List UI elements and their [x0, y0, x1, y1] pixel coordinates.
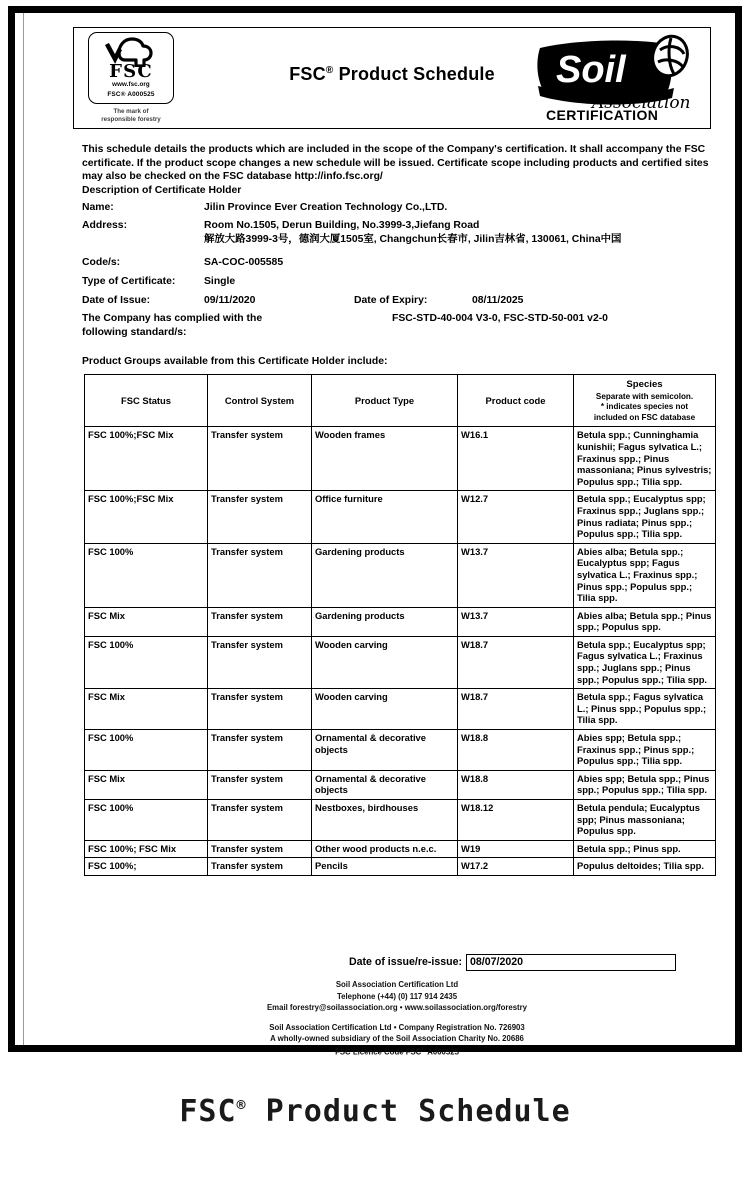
footer-contact-block	[82, 979, 712, 1014]
column-header-fsc-status: FSC Status	[85, 375, 208, 427]
table-row	[85, 636, 716, 688]
cell-fsc-status: FSC Mix	[85, 607, 208, 636]
bottom-caption-registered-mark: ®	[236, 1096, 247, 1114]
cell-product-code: W17.2	[458, 858, 574, 876]
certificate-codes-value: SA-COC-005585	[204, 257, 284, 268]
footer-legal-block	[82, 1022, 712, 1058]
footer-line-4: Soil Association Certification Ltd • Company Registration No. 726903	[269, 1022, 525, 1032]
holder-address-label: Address:	[82, 220, 128, 231]
table-row	[85, 427, 716, 491]
cell-product-type: Pencils	[312, 858, 458, 876]
certificate-page	[23, 13, 735, 1057]
cell-species: Betula spp.; Cunninghamia kunishii; Fagus sylvatica L.; Fraxinus spp.; Pinus massoniana; Pinus sylvestris; Populus spp.; Tilia spp.	[574, 427, 716, 491]
cell-species: Abies alba; Betula spp.; Pinus spp.; Populus spp.	[574, 607, 716, 636]
cell-fsc-status: FSC 100%	[85, 730, 208, 771]
footer-line-3: Email forestry@soilassociation.org • www.soilassociation.org/forestry	[266, 1003, 528, 1013]
bottom-caption-pre: FSC	[179, 1094, 237, 1129]
table-row	[85, 800, 716, 841]
cell-fsc-status: FSC 100%;FSC Mix	[85, 427, 208, 491]
svg-text:CERTIFICATION: CERTIFICATION	[546, 107, 659, 123]
footer-line-5: A wholly-owned subsidiary of the Soil Association Charity No. 20686	[270, 1034, 524, 1044]
cell-product-code: W19	[458, 840, 574, 858]
holder-address-line2	[204, 233, 621, 247]
cell-control-system: Transfer system	[208, 543, 312, 607]
table-row	[85, 858, 716, 876]
product-groups-heading: Product Groups available from this Certificate Holder include:	[82, 356, 388, 367]
cell-control-system: Transfer system	[208, 607, 312, 636]
table-row	[85, 543, 716, 607]
cell-product-code: W18.8	[458, 770, 574, 799]
holder-address-line1: Room No.1505, Derun Building, No.3999-3,Jiefang Road	[204, 220, 480, 231]
date-of-expiry-label: Date of Expiry:	[354, 295, 428, 306]
fsc-logo-word: FSC	[109, 61, 153, 82]
cell-product-code: W18.7	[458, 689, 574, 730]
cell-product-type: Wooden carving	[312, 689, 458, 730]
species-sub-line2: * indicates species not	[600, 402, 689, 412]
date-of-issue-reissue-row	[349, 954, 676, 971]
cell-fsc-status: FSC 100%	[85, 543, 208, 607]
cell-species: Betula spp.; Pinus spp.	[574, 840, 716, 858]
cell-product-type: Office furniture	[312, 491, 458, 543]
cell-species: Betula spp.; Eucalyptus spp; Fagus sylvatica L.; Fraxinus spp.; Juglans spp.; Pinus spp.; Populus spp.; Tilia spp.	[574, 636, 716, 688]
column-header-product-code: Product code	[458, 375, 574, 427]
svg-text:Association: Association	[592, 93, 691, 113]
cell-product-code: W12.7	[458, 491, 574, 543]
cell-control-system: Transfer system	[208, 858, 312, 876]
product-schedule-table	[84, 374, 716, 876]
footer-line-6	[82, 1045, 712, 1058]
cell-control-system: Transfer system	[208, 491, 312, 543]
cell-fsc-status: FSC 100%; FSC Mix	[85, 840, 208, 858]
certificate-page-frame	[8, 6, 742, 1057]
standards-value: FSC-STD-40-004 V3-0, FSC-STD-50-001 v2-0	[392, 313, 608, 324]
species-sub-line3: included on FSC database	[593, 412, 696, 422]
table-row	[85, 607, 716, 636]
cell-product-type: Ornamental & decorative objects	[312, 770, 458, 799]
footer-licence-pre: FSC Licence Code FSC	[335, 1047, 422, 1057]
cell-product-type: Ornamental & decorative objects	[312, 730, 458, 771]
cell-product-type: Gardening products	[312, 543, 458, 607]
cell-species: Abies spp; Betula spp.; Pinus spp.; Populus spp.; Tilia spp.	[574, 770, 716, 799]
cell-product-type: Gardening products	[312, 607, 458, 636]
cell-product-code: W13.7	[458, 607, 574, 636]
cell-fsc-status: FSC Mix	[85, 689, 208, 730]
cell-product-type: Wooden carving	[312, 636, 458, 688]
cell-product-code: W18.8	[458, 730, 574, 771]
footer-registered-mark: ®	[421, 1046, 426, 1053]
table-row	[85, 770, 716, 799]
date-of-issue-reissue-label: Date of issue/re-issue:	[348, 956, 462, 968]
footer-line-2: Telephone (+44) (0) 117 914 2435	[336, 991, 458, 1001]
cell-control-system: Transfer system	[208, 800, 312, 841]
table-row	[85, 689, 716, 730]
certificate-type-value: Single	[204, 276, 236, 287]
fsc-logo-url: www.fsc.org	[112, 81, 150, 88]
cell-control-system: Transfer system	[208, 730, 312, 771]
document-header	[73, 27, 711, 129]
cell-control-system: Transfer system	[208, 636, 312, 688]
column-header-control-system: Control System	[208, 375, 312, 427]
cell-control-system: Transfer system	[208, 689, 312, 730]
holder-name-value: Jilin Province Ever Creation Technology Co.,LTD.	[204, 202, 448, 213]
cell-control-system: Transfer system	[208, 770, 312, 799]
certificate-type-label: Type of Certificate:	[82, 276, 176, 287]
cell-product-type: Wooden frames	[312, 427, 458, 491]
fsc-tagline-line2: responsible forestry	[101, 115, 161, 123]
date-of-issue-value: 09/11/2020	[204, 295, 256, 306]
cell-fsc-status: FSC 100%;FSC Mix	[85, 491, 208, 543]
standards-label-line2: following standard/s:	[82, 326, 187, 338]
table-header	[85, 375, 716, 427]
holder-name-label: Name:	[82, 202, 114, 213]
table-header-row	[85, 375, 716, 427]
column-header-species-title: Species	[626, 379, 663, 390]
svg-text:Soil: Soil	[556, 49, 626, 91]
cell-fsc-status: FSC Mix	[85, 770, 208, 799]
bottom-caption-post: Product Schedule	[246, 1094, 571, 1129]
page-title-pre: FSC	[289, 64, 326, 84]
bottom-caption	[0, 1094, 750, 1129]
cell-fsc-status: FSC 100%	[85, 800, 208, 841]
holder-address-line2-cn: 解放大路3999-3号，德润大厦1505室	[204, 234, 374, 245]
column-header-species	[574, 375, 716, 427]
cell-product-code: W18.12	[458, 800, 574, 841]
fsc-tagline-line1: The mark of	[113, 108, 149, 115]
date-of-issue-label: Date of Issue:	[82, 295, 151, 306]
cell-species: Populus deltoides; Tilia spp.	[574, 858, 716, 876]
cell-product-code: W13.7	[458, 543, 574, 607]
soil-association-logo	[534, 34, 702, 124]
fsc-logo-tagline	[83, 108, 179, 124]
soil-association-certification-icon	[534, 34, 702, 124]
document-footer	[82, 979, 712, 1058]
footer-licence-post: A000525	[425, 1047, 459, 1057]
date-of-issue-reissue-value[interactable]: 08/07/2020	[466, 954, 676, 971]
cell-product-code: W16.1	[458, 427, 574, 491]
table-body	[85, 427, 716, 876]
cell-product-type: Other wood products n.e.c.	[312, 840, 458, 858]
certificate-holder-heading: Description of Certificate Holder	[82, 185, 242, 196]
certificate-codes-label: Code/s:	[82, 257, 121, 268]
holder-address-line2-rest: , Changchun长春市, Jilin吉林省, 130061, China中国	[373, 234, 622, 245]
cell-product-type: Nestboxes, birdhouses	[312, 800, 458, 841]
table-row	[85, 491, 716, 543]
cell-species: Betula spp.; Eucalyptus spp; Fraxinus spp.; Juglans spp.; Pinus radiata; Pinus spp.; Populus spp.; Tilia spp.	[574, 491, 716, 543]
standards-label-line1: The Company has complied with the	[82, 313, 263, 324]
footer-line-1: Soil Association Certification Ltd	[335, 980, 459, 989]
cell-species: Betula spp.; Fagus sylvatica L.; Pinus spp.; Populus spp.; Tilia spp.	[574, 689, 716, 730]
cell-species: Abies alba; Betula spp.; Eucalyptus spp; Fagus sylvatica L.; Fraxinus spp.; Pinus spp.; Populus spp.; Tilia spp.	[574, 543, 716, 607]
cell-fsc-status: FSC 100%;	[85, 858, 208, 876]
intro-paragraph: This schedule details the products which are included in the scope of the Company's certification. It shall accompany the FSC certificate. If the product scope changes a new schedule will be issued. Certificate scope including products and certified sites may also be checked on the FSC database http://info.fsc.org/	[82, 144, 709, 183]
cell-product-code: W18.7	[458, 636, 574, 688]
cell-control-system: Transfer system	[208, 427, 312, 491]
standards-row	[82, 312, 712, 339]
column-header-product-type: Product Type	[312, 375, 458, 427]
cell-fsc-status: FSC 100%	[85, 636, 208, 688]
fsc-logo-licence-code: FSC® A000525	[107, 91, 155, 98]
date-of-expiry-value: 08/11/2025	[472, 295, 524, 306]
cell-species: Abies spp; Betula spp.; Fraxinus spp.; Pinus spp.; Populus spp.; Tilia spp.	[574, 730, 716, 771]
table-row	[85, 730, 716, 771]
cell-control-system: Transfer system	[208, 840, 312, 858]
page-title-post: Product Schedule	[333, 64, 495, 84]
table-row	[85, 840, 716, 858]
species-sub-line1: Separate with semicolon.	[595, 391, 694, 401]
cell-species: Betula pendula; Eucalyptus spp; Pinus massoniana; Populus spp.	[574, 800, 716, 841]
registered-mark: ®	[325, 65, 334, 76]
